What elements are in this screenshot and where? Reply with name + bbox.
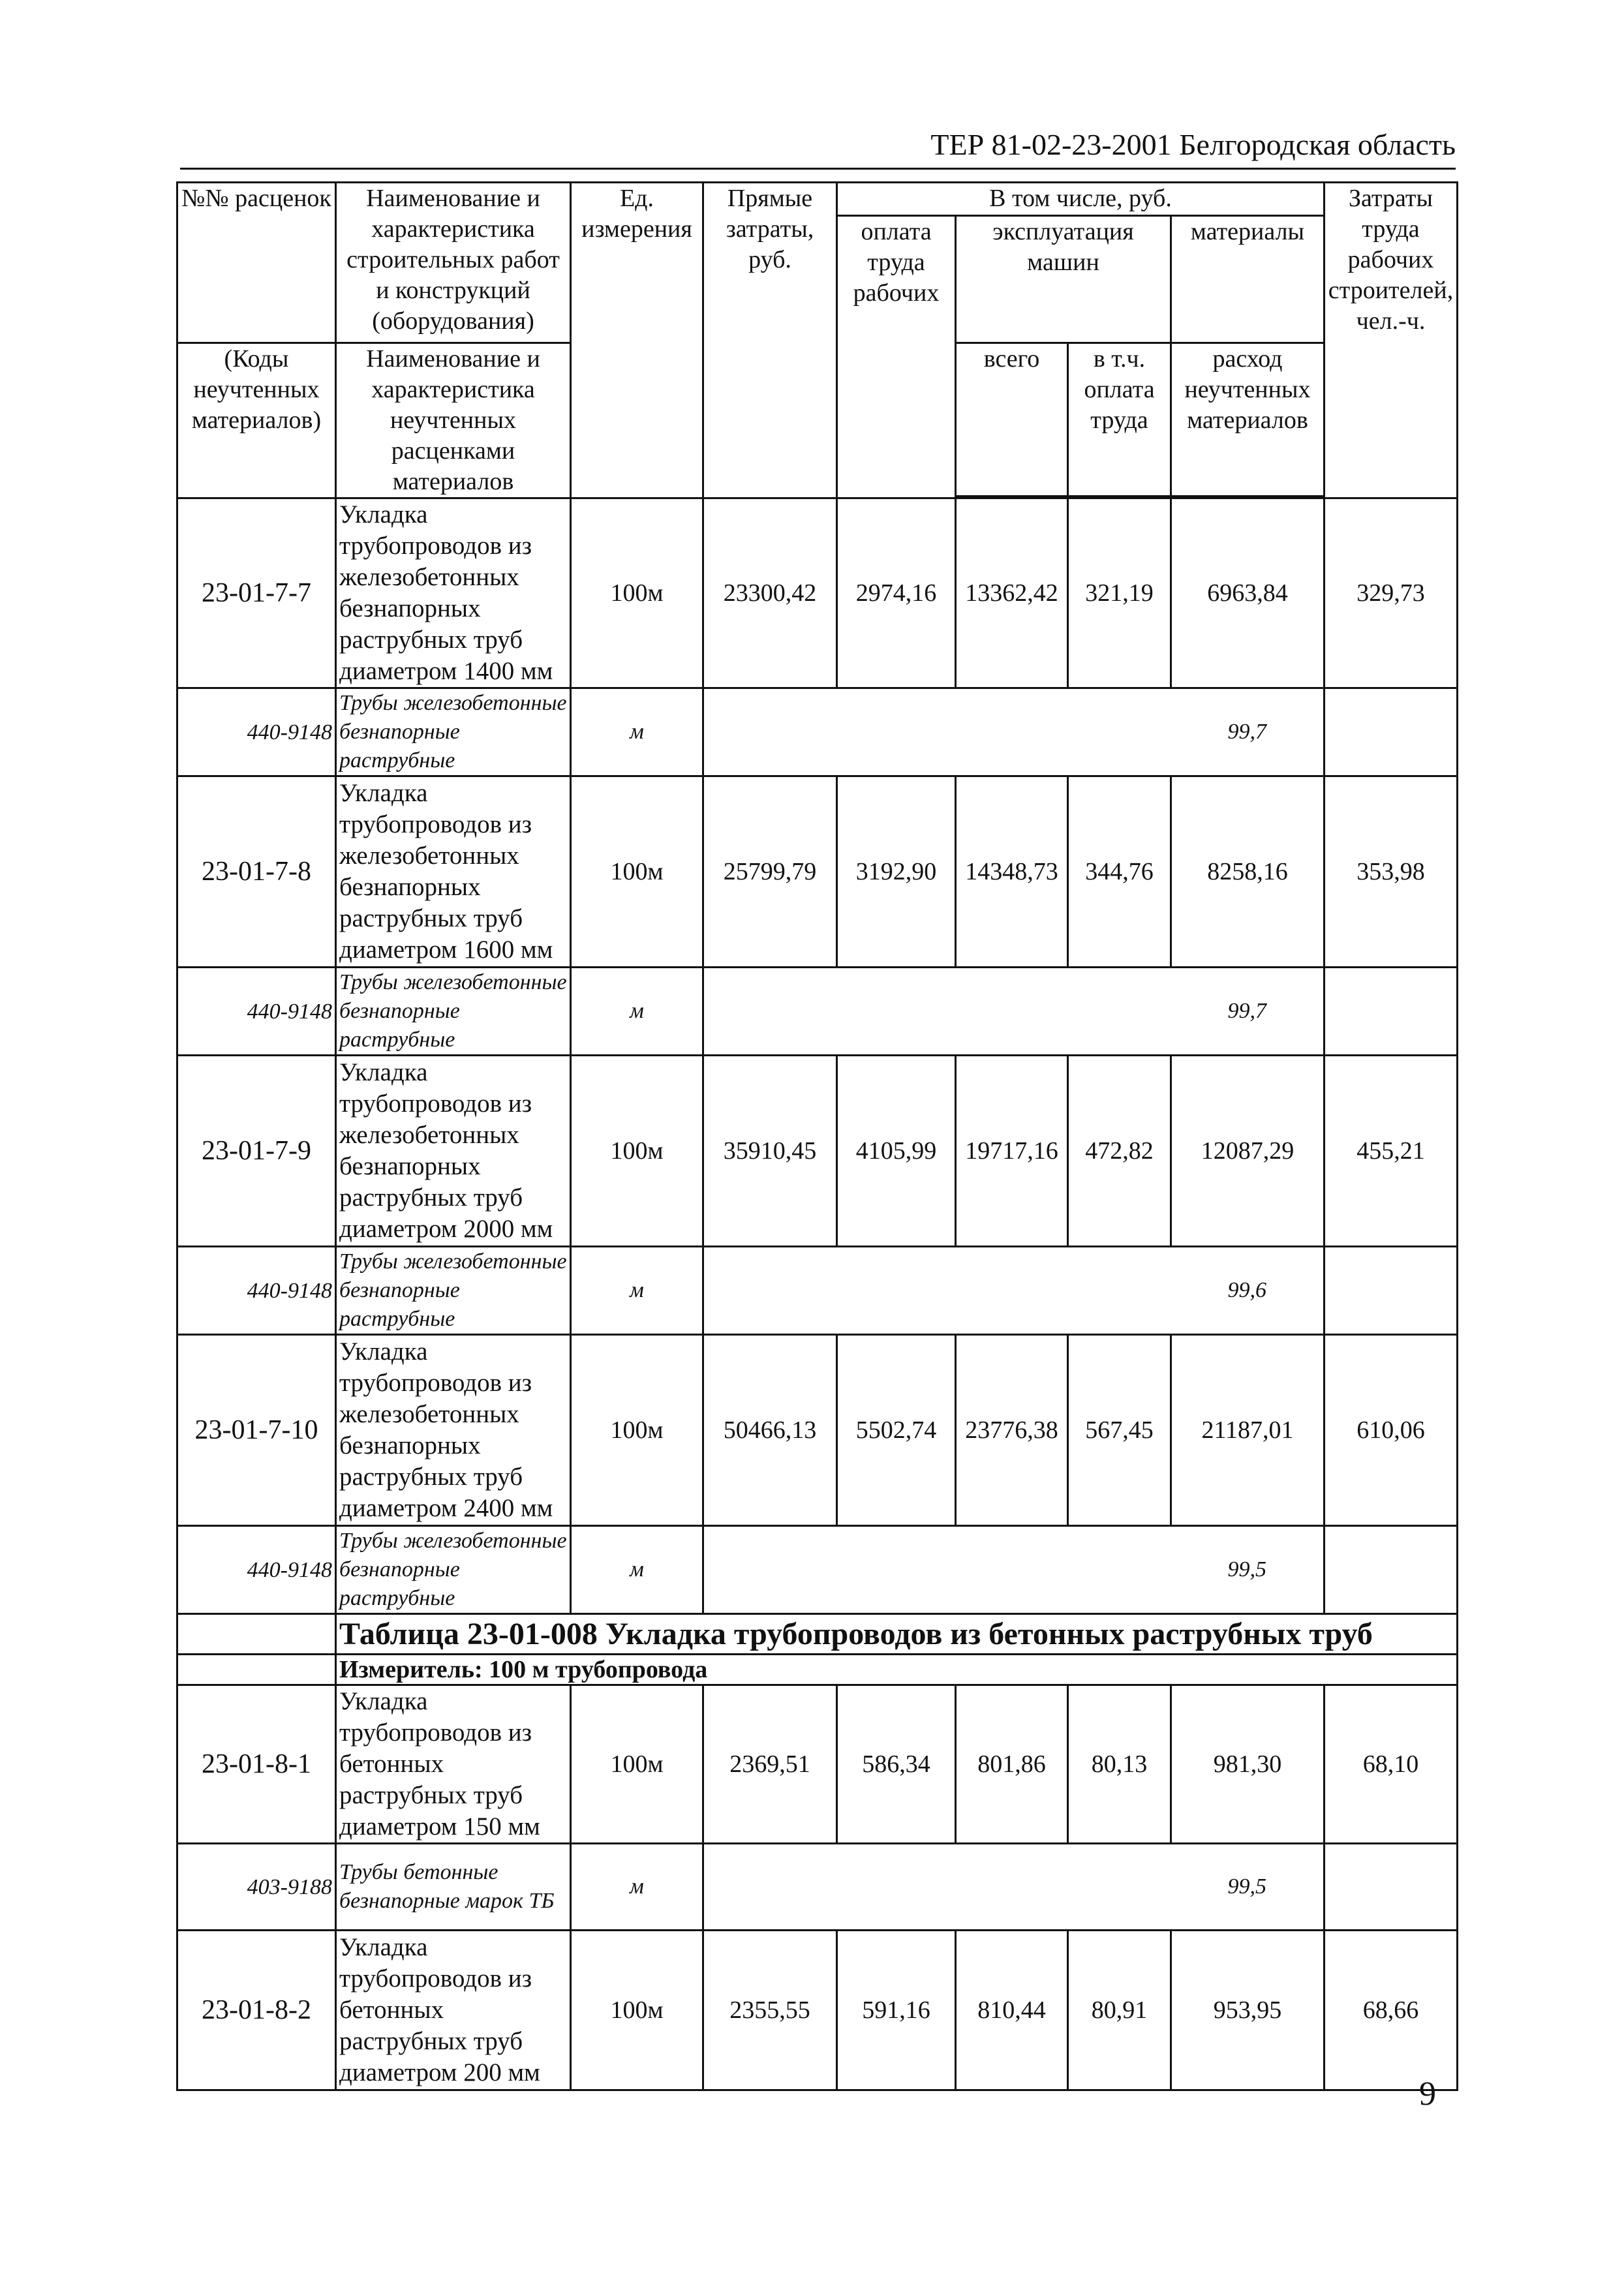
- material-unit: м: [571, 968, 703, 1056]
- rate-direct: 50466,13: [703, 1335, 837, 1526]
- table-row: [177, 1685, 1458, 1844]
- rate-labor-pay: 586,34: [837, 1685, 956, 1844]
- material-unit: м: [571, 1526, 703, 1614]
- material-name: Трубы железобетонные безнапорные раструбные: [336, 1526, 571, 1614]
- rate-code: 23-01-8-2: [177, 1931, 336, 2090]
- header-machines-total: всего: [956, 343, 1068, 497]
- rate-direct: 25799,79: [703, 776, 837, 968]
- material-name: Трубы железобетонные безнапорные раструбные: [336, 1247, 571, 1335]
- rate-machines-total: 14348,73: [956, 776, 1068, 968]
- header-direct-costs: Прямые затраты, руб.: [703, 183, 837, 498]
- rate-name: Укладка трубопроводов из железобетонных безнапорных раструбных труб диаметром 2000 мм: [336, 1056, 571, 1247]
- material-usage: 99,7: [1171, 688, 1325, 776]
- rate-machines-labor: 80,13: [1068, 1685, 1171, 1844]
- rate-machines-total: 13362,42: [956, 498, 1068, 688]
- rate-labor-cost: 329,73: [1325, 498, 1458, 688]
- header-including: В том числе, руб.: [837, 183, 1325, 216]
- rate-materials: 12087,29: [1171, 1056, 1325, 1247]
- rate-code: 23-01-7-7: [177, 498, 336, 688]
- rate-materials: 953,95: [1171, 1931, 1325, 2090]
- rate-unit: 100м: [571, 1335, 703, 1526]
- rate-materials: 21187,01: [1171, 1335, 1325, 1526]
- rate-labor-pay: 2974,16: [837, 498, 956, 688]
- material-name: Трубы железобетонные безнапорные раструбные: [336, 968, 571, 1056]
- page-number: 9: [1419, 2075, 1436, 2113]
- material-code: 403-9188: [177, 1844, 336, 1931]
- table-row: [177, 1335, 1458, 1526]
- rate-unit: 100м: [571, 1685, 703, 1844]
- document-title: ТЕР 81-02-23-2001 Белгородская область: [930, 128, 1456, 161]
- rate-unit: 100м: [571, 498, 703, 688]
- material-usage: 99,5: [1171, 1526, 1325, 1614]
- header-machines: эксплуатация машин: [956, 216, 1171, 343]
- rate-labor-pay: 591,16: [837, 1931, 956, 2090]
- section-title: Таблица 23-01-008 Укладка трубопроводов из бетонных раструбных труб: [336, 1614, 1458, 1655]
- rate-labor-cost: 68,10: [1325, 1685, 1458, 1844]
- rate-machines-labor: 80,91: [1068, 1931, 1171, 2090]
- rate-code: 23-01-8-1: [177, 1685, 336, 1844]
- header-materials: материалы: [1171, 216, 1325, 343]
- rate-direct: 35910,45: [703, 1056, 837, 1247]
- material-unit: м: [571, 1844, 703, 1931]
- material-code: 440-9148: [177, 1526, 336, 1614]
- rate-labor-cost: 68,66: [1325, 1931, 1458, 2090]
- rate-direct: 2355,55: [703, 1931, 837, 2090]
- rate-name: Укладка трубопроводов из железобетонных безнапорных раструбных труб диаметром 2400 мм: [336, 1335, 571, 1526]
- rate-machines-labor: 321,19: [1068, 498, 1171, 688]
- header-labor-cost: Затраты труда рабочих строителей, чел.-ч.: [1325, 183, 1458, 498]
- rate-direct: 23300,42: [703, 498, 837, 688]
- material-unit: м: [571, 1247, 703, 1335]
- material-row: [177, 1844, 1458, 1931]
- material-code: 440-9148: [177, 688, 336, 776]
- material-code: 440-9148: [177, 1247, 336, 1335]
- header-materials-usage: расход неучтенных материалов: [1171, 343, 1325, 497]
- material-name: Трубы бетонные безнапорные марок ТБ: [336, 1844, 571, 1931]
- material-row: [177, 968, 1458, 1056]
- header-machines-labor: в т.ч. оплата труда: [1068, 343, 1171, 497]
- rate-machines-labor: 472,82: [1068, 1056, 1171, 1247]
- rate-code: 23-01-7-8: [177, 776, 336, 968]
- rate-direct: 2369,51: [703, 1685, 837, 1844]
- table-row: [177, 1056, 1458, 1247]
- material-usage: 99,7: [1171, 968, 1325, 1056]
- document-header: [180, 119, 1456, 170]
- material-code: 440-9148: [177, 968, 336, 1056]
- section-title-row: [177, 1614, 1458, 1655]
- rate-name: Укладка трубопроводов из железобетонных безнапорных раструбных труб диаметром 1600 мм: [336, 776, 571, 968]
- material-row: [177, 688, 1458, 776]
- rate-materials: 981,30: [1171, 1685, 1325, 1844]
- rate-materials: 8258,16: [1171, 776, 1325, 968]
- rate-labor-pay: 3192,90: [837, 776, 956, 968]
- rate-machines-total: 801,86: [956, 1685, 1068, 1844]
- rate-code: 23-01-7-10: [177, 1335, 336, 1526]
- rate-labor-cost: 353,98: [1325, 776, 1458, 968]
- rate-machines-total: 810,44: [956, 1931, 1068, 2090]
- rate-machines-labor: 344,76: [1068, 776, 1171, 968]
- rate-machines-labor: 567,45: [1068, 1335, 1171, 1526]
- header-name-top: Наименование и характеристика строительных работ и конструкций (оборудования): [336, 183, 571, 343]
- table-row: [177, 498, 1458, 688]
- rates-table: [176, 181, 1458, 2091]
- rate-unit: 100м: [571, 1056, 703, 1247]
- material-row: [177, 1247, 1458, 1335]
- material-usage: 99,6: [1171, 1247, 1325, 1335]
- rate-machines-total: 19717,16: [956, 1056, 1068, 1247]
- rate-labor-cost: 610,06: [1325, 1335, 1458, 1526]
- section-measure-row: [177, 1655, 1458, 1685]
- rate-labor-cost: 455,21: [1325, 1056, 1458, 1247]
- header-name-bottom: Наименование и характеристика неучтенных расценками материалов: [336, 343, 571, 498]
- rate-materials: 6963,84: [1171, 498, 1325, 688]
- material-name: Трубы железобетонные безнапорные раструбные: [336, 688, 571, 776]
- header-code-bottom: (Коды неучтенных материалов): [177, 343, 336, 498]
- material-usage: 99,5: [1171, 1844, 1325, 1931]
- rate-labor-pay: 5502,74: [837, 1335, 956, 1526]
- rate-unit: 100м: [571, 1931, 703, 2090]
- rate-code: 23-01-7-9: [177, 1056, 336, 1247]
- rate-name: Укладка трубопроводов из бетонных раструбных труб диаметром 200 мм: [336, 1931, 571, 2090]
- rate-machines-total: 23776,38: [956, 1335, 1068, 1526]
- rate-name: Укладка трубопроводов из железобетонных безнапорных раструбных труб диаметром 1400 мм: [336, 498, 571, 688]
- rate-name: Укладка трубопроводов из бетонных раструбных труб диаметром 150 мм: [336, 1685, 571, 1844]
- header-code-top: №№ расценок: [177, 183, 336, 343]
- material-row: [177, 1526, 1458, 1614]
- rate-labor-pay: 4105,99: [837, 1056, 956, 1247]
- header-unit: Ед. измерения: [571, 183, 703, 498]
- table-row: [177, 776, 1458, 968]
- material-unit: м: [571, 688, 703, 776]
- section-measure: Измеритель: 100 м трубопровода: [336, 1655, 1458, 1685]
- header-labor-pay: оплата труда рабочих: [837, 216, 956, 498]
- table-row: [177, 1931, 1458, 2090]
- rate-unit: 100м: [571, 776, 703, 968]
